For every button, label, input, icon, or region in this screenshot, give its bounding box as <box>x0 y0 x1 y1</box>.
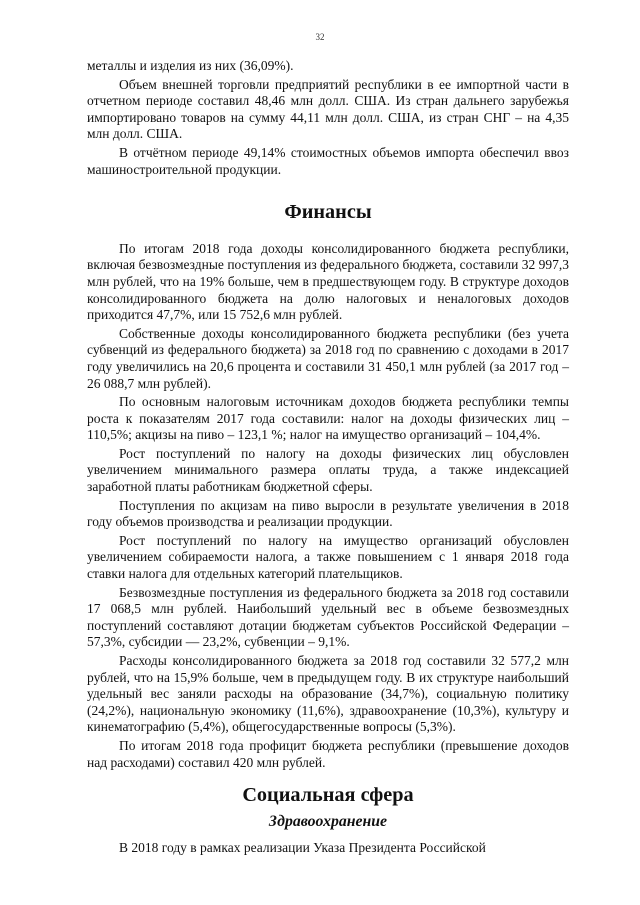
paragraph: В 2018 году в рамках реализации Указа Президента Российской <box>119 840 486 856</box>
page-content <box>87 58 569 859</box>
page-number: 32 <box>315 32 325 42</box>
paragraph: В отчётном периоде 49,14% стоимостных объемов импорта обеспечил ввоз машиностроительной продукции. <box>87 144 569 177</box>
paragraph: металлы и изделия из них (36,09%). <box>87 58 294 73</box>
subsection-heading-healthcare: Здравоохранение <box>268 812 388 830</box>
paragraph: По итогам 2018 года профицит бюджета республики (превышение доходов над расходами) составил 420 млн рублей. <box>87 737 569 770</box>
section-heading-social: Социальная сфера <box>242 784 414 807</box>
paragraph: По основным налоговым источникам доходов бюджета республики темпы роста к показателям 2017 года составили: налог на доходы физических лиц – 110,5%; акцизы на пиво – 123,1 %; налог на имущество организаций – 104,4%. <box>87 394 569 443</box>
paragraph: Безвозмездные поступления из федерального бюджета за 2018 год составили 17 068,5 млн рублей. Наибольший удельный вес в объеме безвозмездных поступлений составляют дотации бюджетам субъектов Российской Федерации – 57,3%, субсидии — 23,2%, субвенции – 9,1%. <box>87 584 569 650</box>
section-heading-finance: Финансы <box>284 201 372 224</box>
paragraph: Собственные доходы консолидированного бюджета республики (без учета субвенций из федерального бюджета) за 2018 год по сравнению с доходами в 2017 году увеличились на 20,6 процента и составили 31 450,1 млн рублей (за 2017 год – 26 088,7 млн рублей). <box>87 325 569 391</box>
paragraph: Рост поступлений по налогу на доходы физических лиц обусловлен увеличением минимального размера оплаты труда, а также индексацией заработной платы работникам бюджетной сферы. <box>87 445 569 495</box>
paragraph: Поступления по акцизам на пиво выросли в результате увеличения в 2018 году объемов производства и реализации продукции. <box>87 497 569 530</box>
paragraph: По итогам 2018 года доходы консолидированного бюджета республики, включая безвозмездные поступления из федерального бюджета, составили 32 997,3 млн рублей, что на 19% больше, чем в предшествующем году. В структуре доходов консолидированного бюджета на долю налоговых и неналоговых доходов приходится 47,7%, или 15 752,6 млн рублей. <box>87 240 569 323</box>
paragraph: Расходы консолидированного бюджета за 2018 год составили 32 577,2 млн рублей, что на 15,9% больше, чем в предыдущем году. В их структуре наибольший удельный вес заняли расходы на образование (34,7%), социальную политику (24,2%), национальную экономику (11,6%), здравоохранение (10,3%), культуру и кинематографию (5,4%), общегосударственные вопросы (5,3%). <box>87 653 569 735</box>
paragraph: Объем внешней торговли предприятий республики в ее импортной части в отчетном периоде составил 48,46 млн долл. США. Из стран дальнего зарубежья импортировано товаров на сумму 44,11 млн долл. США, из стран СНГ – на 4,35 млн долл. США. <box>87 76 569 142</box>
paragraph: Рост поступлений по налогу на имущество организаций обусловлен увеличением собираемости налога, а также повышением с 1 января 2018 года ставки налога для отдельных категорий плательщиков. <box>87 532 569 582</box>
